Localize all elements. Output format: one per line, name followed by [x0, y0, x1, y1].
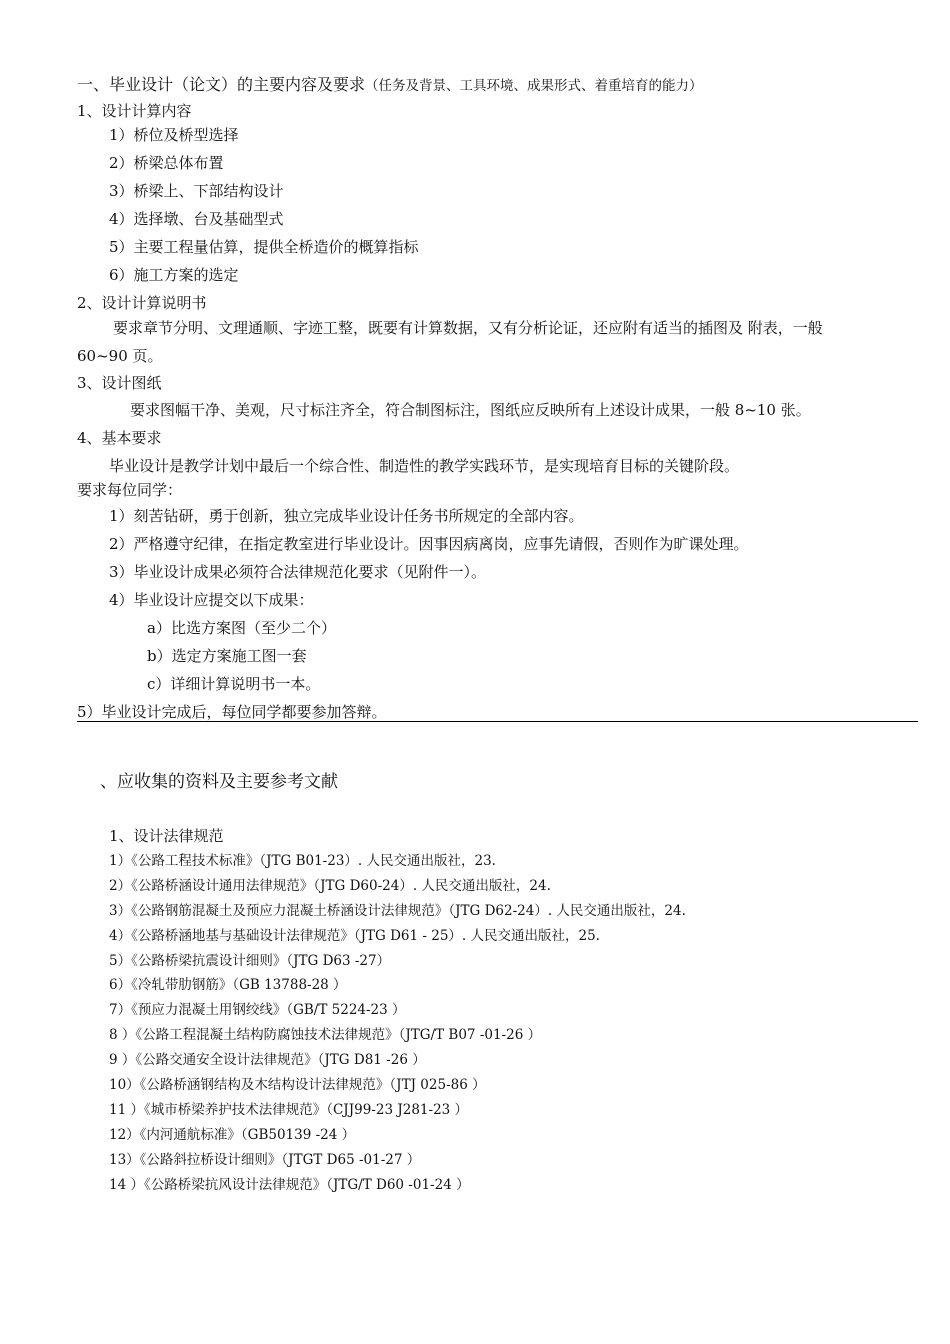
reference-item: 9 ）《公路交通安全设计法律规范》（JTG D81 -26 ） [109, 1052, 426, 1068]
reference-item: 13）《公路斜拉桥设计细则》（JTGT D65 -01-27 ） [109, 1152, 421, 1168]
reference-item: 5）《公路桥梁抗震设计细则》（JTG D63 -27） [109, 953, 391, 969]
reference-item: 8 ）《公路工程混凝土结构防腐蚀技术法律规范》（JTG/T B07 -01-26 ） [109, 1027, 542, 1043]
section2-title: 、应收集的资料及主要参考文献 [100, 772, 338, 792]
list-item: 1）刻苦钻研，勇于创新，独立完成毕业设计任务书所规定的全部内容。 [109, 507, 584, 525]
list-item: 1）桥位及桥型选择 [109, 126, 239, 144]
heading-design-codes: 1、设计法律规范 [109, 827, 224, 845]
section1-title [77, 75, 703, 96]
reference-item: 12）《内河通航标准》（GB50139 -24 ） [109, 1127, 356, 1143]
sub-list-item: c）详细计算说明书一本。 [147, 675, 321, 693]
paragraph-manual-line2: 60~90 页。 [77, 347, 163, 365]
heading-drawings: 3、设计图纸 [77, 374, 162, 392]
list-item: 2）严格遵守纪律，在指定教室进行毕业设计。因事因病离岗，应事先请假，否则作为旷课处理。 [109, 535, 749, 553]
reference-item: 3）《公路钢筋混凝土及预应力混凝土桥涵设计法律规范》（JTG D62-24）. 人民交通出版社，24. [109, 903, 686, 919]
list-item: 3）毕业设计成果必须符合法律规范化要求（见附件一）。 [109, 563, 487, 581]
reference-item: 6）《冷轧带肋钢筋》（GB 13788-28 ） [109, 977, 347, 993]
paragraph-basic-requirements: 毕业设计是教学计划中最后一个综合性、制造性的教学实践环节，是实现培育目标的关键阶段。 [109, 457, 740, 475]
reference-item: 1）《公路工程技术标准》（JTG B01-23）. 人民交通出版社，23. [109, 853, 496, 869]
heading-design-calc: 1、设计计算内容 [77, 102, 192, 120]
list-item: 2）桥梁总体布置 [109, 154, 224, 172]
list-item: 3）桥梁上、下部结构设计 [109, 182, 284, 200]
reference-item: 14 ）《公路桥梁抗风设计法律规范》（JTG/T D60 -01-24 ） [109, 1177, 470, 1193]
section-divider [77, 721, 918, 722]
reference-item: 10）《公路桥涵钢结构及木结构设计法律规范》（JTJ 025-86 ） [109, 1077, 486, 1093]
paragraph-manual-line1: 要求章节分明、文理通顺、字迹工整，既要有计算数据，又有分析论证，还应附有适当的插图及 附表，一般 [113, 319, 823, 337]
list-item: 5）主要工程量估算，提供全桥造价的概算指标 [109, 238, 419, 256]
sub-list-item: a）比选方案图（至少二个） [147, 619, 336, 637]
reference-item: 2）《公路桥涵设计通用法律规范》（JTG D60-24）. 人民交通出版社，24. [109, 878, 551, 894]
reference-item: 4）《公路桥涵地基与基础设计法律规范》（JTG D61 - 25）. 人民交通出版社，25. [109, 928, 600, 944]
section1-title-main: 一、毕业设计（论文）的主要内容及要求 [77, 75, 366, 94]
reference-item: 7）《预应力混凝土用钢绞线》（GB/T 5224-23 ） [109, 1002, 406, 1018]
list-item-defense: 5）毕业设计完成后，每位同学都要参加答辩。 [77, 703, 387, 721]
heading-design-manual: 2、设计计算说明书 [77, 294, 207, 312]
heading-basic-requirements: 4、基本要求 [77, 429, 162, 447]
sub-list-item: b）选定方案施工图一套 [147, 647, 307, 665]
list-item: 4）毕业设计应提交以下成果： [109, 591, 314, 609]
paragraph-lead: 要求每位同学： [77, 481, 183, 499]
paragraph-drawings: 要求图幅干净、美观，尺寸标注齐全，符合制图标注，图纸应反映所有上述设计成果，一般 8~10 张。 [130, 401, 811, 419]
section1-title-note: （任务及背景、工具环境、成果形式、着重培育的能力） [365, 78, 703, 94]
reference-item: 11 ）《城市桥梁养护技术法律规范》（CJJ99-23 J281-23 ） [109, 1102, 469, 1118]
list-item: 4）选择墩、台及基础型式 [109, 210, 284, 228]
list-item: 6）施工方案的选定 [109, 266, 239, 284]
